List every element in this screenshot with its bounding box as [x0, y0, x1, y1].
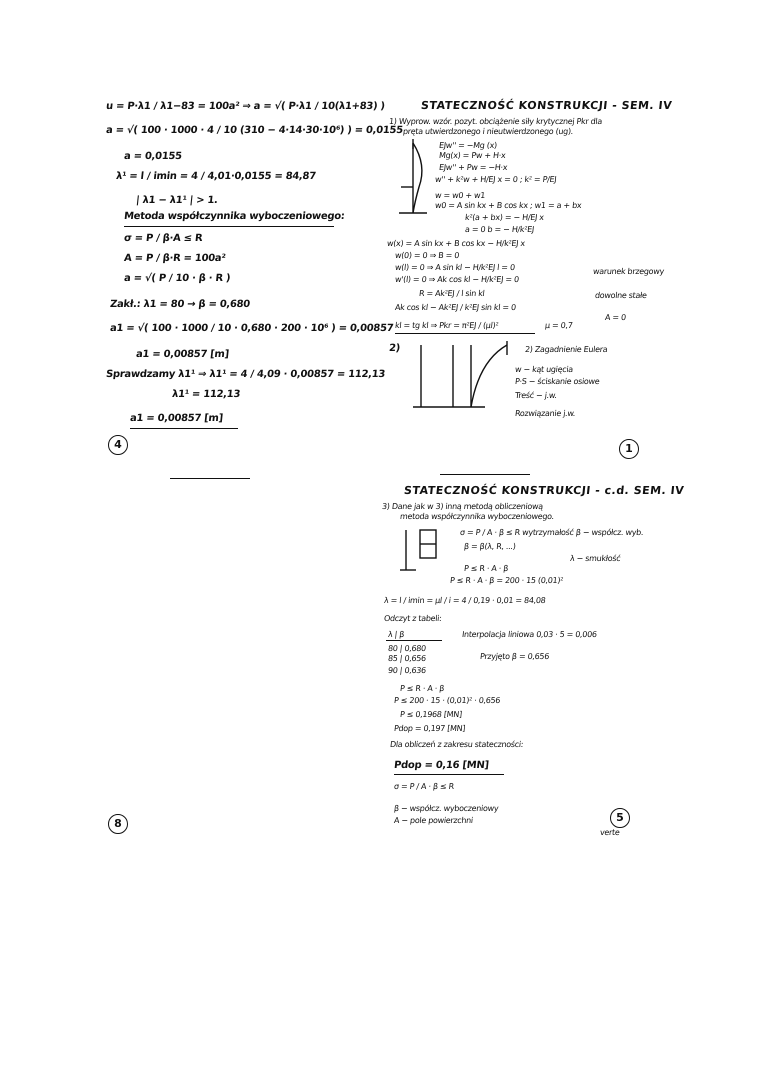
formula-line: 3) Dane jak w 3) inną metodą obliczeniową: [381, 502, 544, 511]
page-4-panel: [100, 95, 404, 465]
result-line: Pdop = 0,16 [MN]: [393, 760, 490, 771]
formula-line: σ = P / A · β ≤ R wytrzymałość β − współcz. wyb.: [459, 528, 644, 537]
formula-line: w − kąt ugięcia: [514, 365, 574, 374]
section-heading: Metoda współczynnika wyboczeniowego:: [123, 211, 346, 222]
formula-line: w'' + k²w + H/EJ x = 0 ; k² = P/EJ: [434, 175, 557, 184]
formula-line: 2) Zagadnienie Eulera: [524, 345, 608, 354]
divider-mark: [440, 474, 530, 475]
table-rule: [386, 640, 442, 641]
formula-line: Dla obliczeń z zakresu stateczności:: [389, 740, 524, 749]
divider-mark: [170, 478, 250, 479]
formula-line: w'(l) = 0 ⇒ Ak cos kl − H/k²EJ = 0: [394, 275, 520, 284]
underline: [130, 428, 238, 429]
formula-line: λ1¹ = 112,13: [171, 389, 241, 400]
formula-line: w = w0 + w1: [434, 191, 486, 200]
formula-line: a = 0 b = − H/k²EJ: [464, 225, 535, 234]
formula-line: EJw'' + Pw = −H·x: [438, 163, 508, 172]
formula-line: P ≤ R · A · β = 200 · 15 (0,01)²: [449, 576, 564, 585]
page-title: STATECZNOŚĆ KONSTRUKCJI - c.d. SEM. IV: [403, 484, 685, 497]
formula-line: P ≤ R · A · β: [399, 684, 445, 693]
page-1-panel: [385, 95, 673, 465]
formula-line: λ − smukłość: [569, 554, 621, 563]
formula-line: metoda współczynnika wyboczeniowego.: [399, 512, 555, 521]
formula-line: P ≤ 0,1968 [MN]: [399, 710, 463, 719]
formula-line: a = √( 100 · 1000 · 4 / 10 (310 − 4·14·30·10⁶) ) = 0,0155: [105, 125, 404, 136]
formula-line: a = √( P / 10 · β · R ): [123, 273, 231, 284]
formula-line: u = P·λ1 / λ1−83 = 100a² ⇒ a = √( P·λ1 / 10(λ1+83) ): [105, 101, 386, 112]
formula-line: λ¹ = l / imin = 4 / 4,01·0,0155 = 84,87: [115, 171, 317, 182]
formula-line: β = β(λ, R, ...): [463, 542, 517, 551]
formula-line: w(x) = A sin kx + B cos kx − H/k²EJ x: [386, 239, 526, 248]
formula-line: Treść − j.w.: [514, 391, 558, 400]
formula-line: a = 0,0155: [123, 151, 183, 162]
formula-line: Sprawdzamy λ1¹ ⇒ λ1¹ = 4 / 4,09 · 0,00857 = 112,13: [105, 369, 386, 380]
page-number: 5: [610, 808, 630, 828]
table-row: 85 | 0,656: [387, 654, 427, 663]
formula-line: Interpolacja liniowa 0,03 · 5 = 0,006: [461, 630, 598, 639]
underline: [124, 226, 334, 227]
formula-line: a1 = 0,00857 [m]: [135, 349, 230, 360]
formula-line: A − pole powierzchni: [393, 816, 474, 825]
formula-line: Pdop = 0,197 [MN]: [393, 724, 466, 733]
formula-line: Rozwiązanie j.w.: [514, 409, 576, 418]
formula-line: w(l) = 0 ⇒ A sin kl − H/k²EJ l = 0: [394, 263, 516, 272]
underline: [394, 774, 504, 775]
formula-line: w0 = A sin kx + B cos kx ; w1 = a + bx: [434, 201, 582, 210]
page-5-panel: [380, 478, 685, 838]
formula-line: Ak cos kl − Ak²EJ / k²EJ sin kl = 0: [394, 303, 517, 312]
formula-line: β − współcz. wyboczeniowy: [393, 804, 499, 813]
formula-line: Odczyt z tabeli:: [383, 614, 442, 623]
formula-line: R = Ak²EJ / l sin kl: [418, 289, 485, 298]
formula-line: | λ1 − λ1¹ | > 1.: [135, 195, 219, 206]
item-number: 2): [388, 343, 401, 354]
side-note: A = 0: [604, 313, 627, 322]
page-number: 4: [108, 435, 128, 455]
euler-column-sketch: [411, 341, 521, 413]
cantilever-column-sketch: [393, 139, 433, 221]
result-line: a1 = 0,00857 [m]: [129, 413, 224, 424]
page-number: 8: [108, 814, 128, 834]
formula-line: a1 = √( 100 · 1000 / 10 · 0,680 · 200 · 10⁶ ) = 0,00857: [109, 323, 394, 334]
formula-line: P·S − ściskanie osiowe: [514, 377, 600, 386]
table-row: 80 | 0,680: [387, 644, 427, 653]
side-note: dowolne stałe: [594, 291, 648, 300]
table-header: λ | β: [387, 630, 405, 639]
side-note: warunek brzegowy: [592, 267, 665, 276]
formula-line: EJw'' = −Mg (x): [438, 141, 498, 150]
formula-line: λ = l / imin = μl / i = 4 / 0,19 · 0,01 = 84,08: [383, 596, 546, 605]
formula-line: Przyjęto β = 0,656: [479, 652, 550, 661]
formula-line: 1) Wyprow. wzór. pozyt. obciążenie siły krytycznej Pkr dla: [388, 117, 603, 126]
signature-text: verte: [599, 828, 620, 837]
formula-line: σ = P / β·A ≤ R: [123, 233, 203, 244]
formula-line: A = P / β·R = 100a²: [123, 253, 226, 264]
formula-line: pręta utwierdzonego i nieutwierdzonego (ug).: [402, 127, 574, 136]
page-number: 1: [619, 439, 639, 459]
formula-line: P ≤ 200 · 15 · (0,01)² · 0,656: [393, 696, 501, 705]
underline: [395, 333, 535, 334]
formula-line: σ = P / A · β ≤ R: [393, 782, 455, 791]
formula-line: μ = 0,7: [544, 321, 573, 330]
formula-line: Mg(x) = Pw + H·x: [438, 151, 506, 160]
formula-line: Zakł.: λ1 = 80 → β = 0,680: [109, 299, 251, 310]
page-title: STATECZNOŚĆ KONSTRUKCJI - SEM. IV: [420, 99, 673, 112]
table-row: 90 | 0,636: [387, 666, 427, 675]
column-section-sketch: [386, 526, 452, 574]
page-8-panel: [100, 490, 370, 840]
formula-line: k²(a + bx) = − H/EJ x: [464, 213, 545, 222]
formula-line: kl = tg kl ⇒ Pkr = π²EJ / (μl)²: [394, 321, 499, 330]
formula-line: w(0) = 0 ⇒ B = 0: [394, 251, 460, 260]
formula-line: P ≤ R · A · β: [463, 564, 509, 573]
